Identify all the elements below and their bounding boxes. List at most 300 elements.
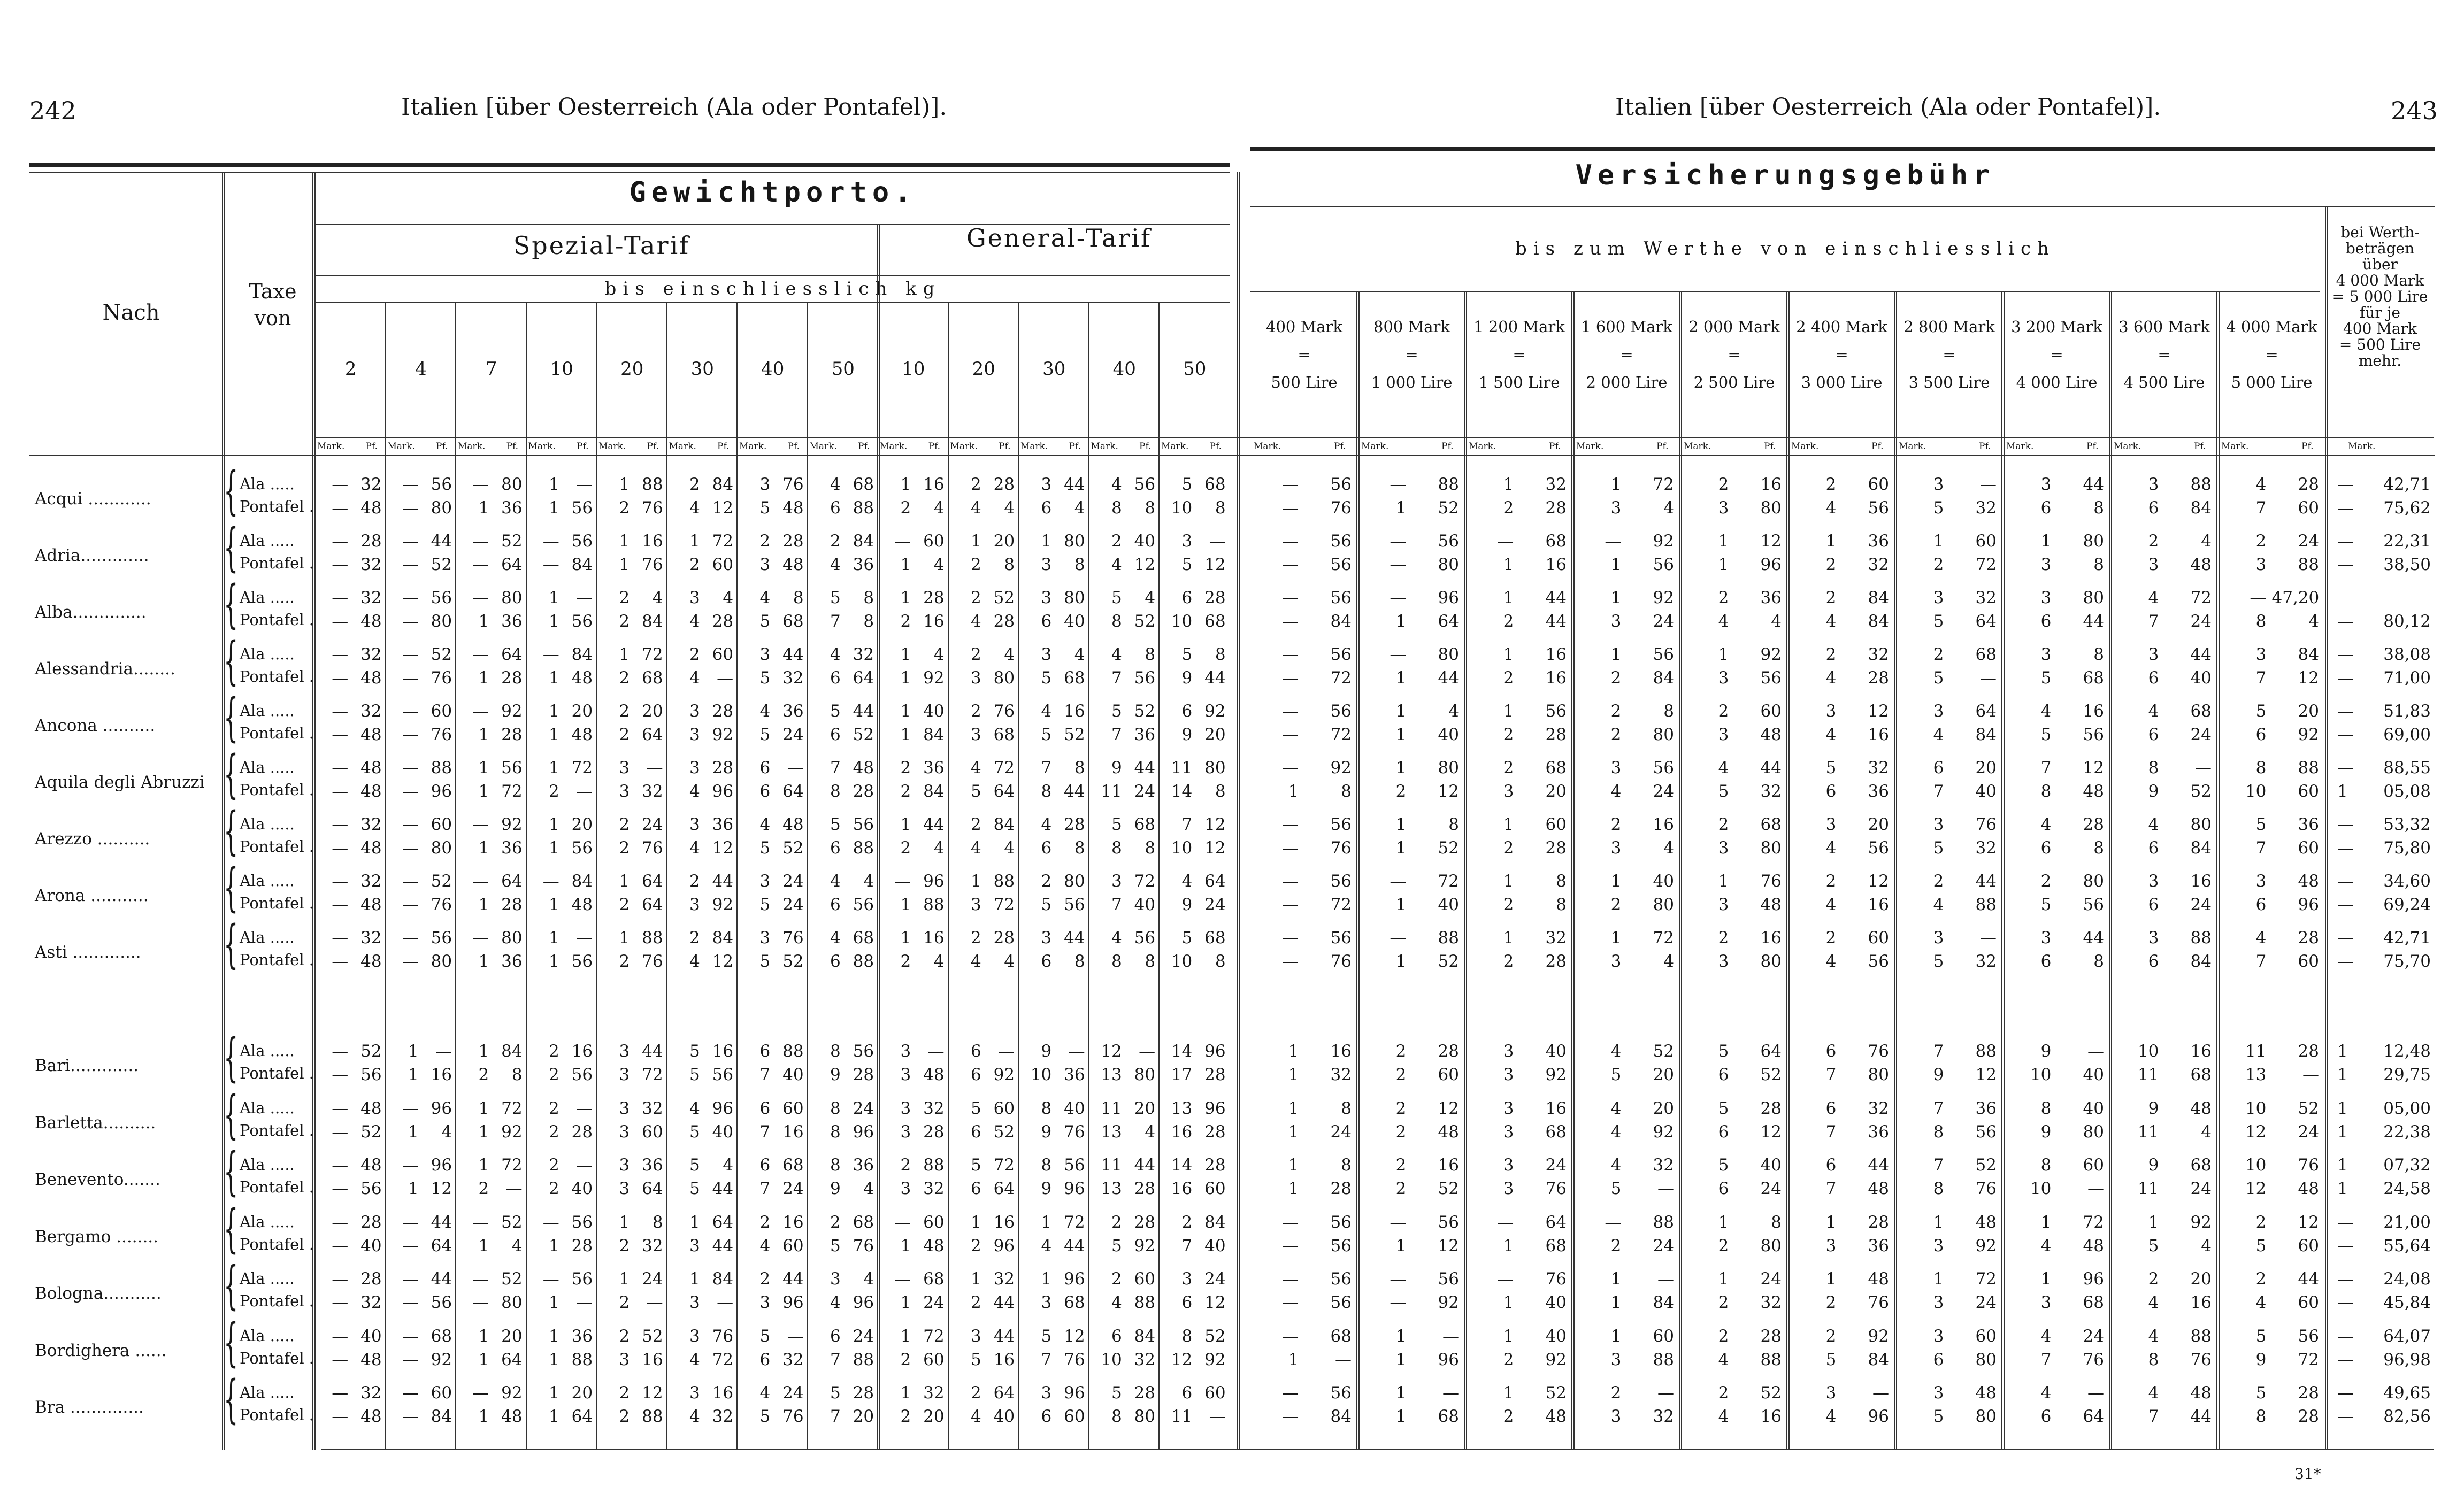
value-pf: 4	[933, 555, 945, 574]
value-mark: 7	[830, 1350, 841, 1369]
value-pf: 48	[1868, 1269, 1889, 1289]
value-mark: —	[1390, 1269, 1407, 1289]
value-mark: —	[332, 928, 349, 948]
value-pf: 32	[853, 645, 874, 664]
unit-pf: Pf.	[717, 441, 730, 452]
weight-col-divider	[1088, 302, 1089, 1450]
value-pf: 36	[501, 838, 523, 858]
value-pf: 16	[1064, 702, 1085, 721]
value-pf: 72	[501, 1156, 523, 1175]
value-pf: 96	[853, 1122, 874, 1142]
value-pf: 60	[1760, 702, 1782, 721]
value-pf: 44	[1760, 758, 1782, 777]
value-mark: 6	[1825, 782, 1837, 801]
value-mark: 4	[689, 612, 700, 631]
value-col-mark: 1 200 Mark	[1473, 318, 1565, 336]
value-pf: 84	[2190, 498, 2212, 518]
value-mark: 3	[1111, 872, 1122, 891]
value-mark: 5	[1041, 895, 1052, 914]
value-mark: 4	[1041, 815, 1052, 834]
value-pf: 80	[1064, 532, 1085, 551]
value-pf: 88	[642, 475, 663, 494]
value-mark: 3	[759, 872, 771, 891]
value-mark: 5	[759, 1326, 771, 1346]
value-mark: 2	[970, 928, 981, 948]
value-pf: —	[2337, 872, 2354, 891]
value-pf: 48	[2298, 1179, 2319, 1198]
value-pf: 12	[1204, 1293, 1226, 1312]
value-pf: 16	[642, 532, 663, 551]
value-pf: 84	[1330, 1407, 1352, 1426]
value-pf: 24	[2298, 532, 2319, 551]
value-pf: 56	[360, 1065, 382, 1084]
value-mark: 1	[900, 645, 911, 664]
value-pf: 68	[1330, 1326, 1352, 1346]
value-mark: —	[402, 1293, 419, 1312]
value-pf: 68	[2083, 1293, 2104, 1312]
value-mark: 3	[2148, 928, 2159, 948]
value-pf: 76	[1760, 872, 1782, 891]
destination-name: Acqui ............	[35, 489, 151, 509]
value-mark: 2	[970, 645, 981, 664]
value-mark: 2	[759, 532, 771, 551]
value-col-lire: 2 500 Lire	[1693, 373, 1775, 391]
value-pf: 32	[1868, 555, 1889, 574]
value-pf: 52	[782, 952, 804, 971]
value-mark: —	[1282, 758, 1299, 777]
value-mark: 6	[830, 895, 841, 914]
value-mark: —	[472, 872, 489, 891]
value-mark: 6	[2040, 498, 2052, 518]
value-pf: 44	[993, 1293, 1015, 1312]
value-col-lire: 1 500 Lire	[1478, 373, 1560, 391]
value-pf: 12	[1760, 532, 1782, 551]
value-pf: 16	[1438, 1156, 1459, 1175]
value-mark: 2	[619, 668, 630, 688]
value-mark: 5	[1718, 1042, 1729, 1061]
value-pf: 12	[431, 1179, 452, 1198]
value-mark: —	[332, 1156, 349, 1175]
value-mark: 2	[1503, 668, 1514, 688]
value-mark: 6	[2040, 612, 2052, 631]
value-mark: 6	[759, 1350, 771, 1369]
value-mark: 1	[548, 1293, 559, 1312]
value-pf: 88	[853, 1350, 874, 1369]
value-pf: 44	[1134, 1156, 1156, 1175]
value-mark: 1	[1288, 1156, 1299, 1175]
value-pf: 48	[571, 725, 593, 744]
value-mark: 6	[2040, 1407, 2052, 1426]
value-mark: 3	[689, 1383, 700, 1403]
value-pf: 48	[782, 498, 804, 518]
value-pf: 40	[712, 1122, 734, 1142]
value-pf: —	[435, 1042, 452, 1061]
value-mark: 4	[2148, 815, 2159, 834]
value-pf: 76	[1064, 1350, 1085, 1369]
value-pf: 60	[1975, 532, 1997, 551]
value-pf: —	[505, 1179, 523, 1198]
value-mark: 9	[2040, 1122, 2052, 1142]
value-mark: 4	[1825, 838, 1837, 858]
value-mark: 1	[1288, 1065, 1299, 1084]
value-pf: 52	[1545, 1383, 1567, 1403]
value-mark: —	[1282, 1383, 1299, 1403]
value-mark: 4	[689, 1407, 700, 1426]
value-pf: 84	[501, 1042, 523, 1061]
value-pf: —	[2087, 1383, 2104, 1403]
value-pf: 4	[1663, 838, 1674, 858]
value-mark: —	[472, 1269, 489, 1289]
value-pf: 80	[431, 838, 452, 858]
via-pontafel: Pontafel .	[240, 781, 314, 799]
weight-col-divider	[736, 302, 738, 1450]
value-pf: 64	[2083, 1407, 2104, 1426]
value-col-header	[1788, 313, 1895, 396]
value-pf: 16	[1545, 1098, 1567, 1118]
weight-header: 40	[1112, 358, 1136, 380]
value-pf: 24	[782, 1383, 804, 1403]
value-mark: 2	[1718, 1326, 1729, 1346]
via-pontafel: Pontafel .	[240, 837, 314, 856]
via-pontafel: Pontafel .	[240, 554, 314, 572]
value-pf: 40	[360, 1236, 382, 1255]
value-pf: 1	[2337, 1179, 2348, 1198]
value-pf: 68	[1975, 645, 1997, 664]
value-mark: 2	[689, 555, 700, 574]
value-mark: 1	[900, 588, 911, 607]
value-pf: 8	[1145, 645, 1156, 664]
value-mark: —	[332, 1326, 349, 1346]
value-pf: 32	[360, 645, 382, 664]
header-rule-left	[29, 172, 1230, 173]
value-mark: 2	[548, 782, 559, 801]
via-ala: Ala .....	[240, 475, 295, 493]
value-mark: 1	[689, 1212, 700, 1232]
value-pf: 24	[1134, 782, 1156, 801]
value-pf: 16	[2190, 1042, 2212, 1061]
value-mark: 5	[2255, 1236, 2267, 1255]
value-mark: 4	[2148, 702, 2159, 721]
value-pf: —	[576, 928, 593, 948]
value-pf: 8	[1145, 498, 1156, 518]
value-pf: 68	[2190, 1156, 2212, 1175]
value-mark: 2	[1718, 1236, 1729, 1255]
value-mark: 8	[2148, 1350, 2159, 1369]
value-mark: 11	[2245, 1042, 2267, 1061]
value-col-lire: 3 500 Lire	[1908, 373, 1990, 391]
value-mark: 2	[1610, 725, 1622, 744]
unit-pf: Pf.	[1069, 441, 1081, 452]
value-mark: 2	[970, 475, 981, 494]
value-pf: 4	[2201, 1236, 2212, 1255]
value-pf: —	[1872, 1383, 1889, 1403]
value-mark: 8	[2148, 758, 2159, 777]
value-mark: 1	[2148, 1212, 2159, 1232]
value-mark: —	[402, 612, 419, 631]
value-mark: 3	[1041, 555, 1052, 574]
value-pf: 56	[571, 1212, 593, 1232]
value-pf: 68	[1438, 1407, 1459, 1426]
value-pf: 32	[1760, 782, 1782, 801]
value-pf: 36	[642, 1156, 663, 1175]
value-pf: 48	[2190, 1098, 2212, 1118]
value-col-eq: =	[1835, 345, 1848, 364]
value-mark: 9	[2148, 782, 2159, 801]
kg-rule	[316, 302, 1230, 303]
value-pf: 8	[2093, 645, 2104, 664]
value-pf: 40	[1204, 1236, 1226, 1255]
value-mark: 7	[1111, 668, 1122, 688]
value-mark: 1	[1503, 815, 1514, 834]
value-mark: —	[332, 758, 349, 777]
value-pf: —	[2087, 1042, 2104, 1061]
value-mark: —	[1282, 872, 1299, 891]
value-pf: 4	[1004, 952, 1015, 971]
value-mark: 2	[619, 1407, 630, 1426]
value-mark: —	[402, 815, 419, 834]
weight-col-divider	[1018, 302, 1019, 1450]
value-mark: 1	[408, 1042, 419, 1061]
value-pf: 88	[2190, 1326, 2212, 1346]
value-mark: 5	[759, 952, 771, 971]
value-pf: 56	[431, 928, 452, 948]
weight-col-divider	[385, 302, 386, 1450]
value-mark: 6	[1041, 498, 1052, 518]
value-mark: 4	[1610, 1156, 1622, 1175]
value-pf: 24	[853, 1098, 874, 1118]
unit-mark: Mark.	[739, 441, 767, 452]
value-pf: 12	[1438, 782, 1459, 801]
value-pf: 36	[501, 498, 523, 518]
value-mark: —	[1497, 1212, 1514, 1232]
value-col-divider	[1464, 291, 1467, 1450]
value-pf: 68	[1204, 612, 1226, 631]
value-pf: 32	[923, 1383, 945, 1403]
value-pf: 44	[1545, 588, 1567, 607]
value-pf: 8	[2093, 498, 2104, 518]
value-mark: 6	[2255, 725, 2267, 744]
value-pf: 32	[360, 815, 382, 834]
value-mark: 2	[1718, 928, 1729, 948]
value-pf: 24	[1975, 1293, 1997, 1312]
value-col-divider	[1894, 291, 1897, 1450]
value-mark: 1	[478, 612, 489, 631]
value-mark: 1	[548, 1326, 559, 1346]
value-mark: 1	[548, 758, 559, 777]
value-mark: 9	[1111, 758, 1122, 777]
value-pf: 4	[863, 1269, 874, 1289]
value-pf: 96	[1438, 1350, 1459, 1369]
value-mark: 2	[1933, 645, 1944, 664]
value-pf: 44	[782, 1269, 804, 1289]
unit-pf: Pf.	[1656, 441, 1669, 452]
value-mark: —	[332, 612, 349, 631]
value-mark: 1	[1395, 952, 1407, 971]
value-mark: 8	[830, 1098, 841, 1118]
value-pf: 60	[431, 815, 452, 834]
value-mark: 1	[548, 1350, 559, 1369]
value-mark: 4	[830, 928, 841, 948]
destination-name: Bra ..............	[35, 1398, 144, 1417]
value-pf: —	[1657, 1269, 1674, 1289]
value-mark: 3	[2148, 645, 2159, 664]
value-mark: 14	[1171, 782, 1193, 801]
value-pf: 8	[2093, 838, 2104, 858]
value-pf: 28	[501, 668, 523, 688]
value-mark: 1	[970, 872, 981, 891]
value-pf: 75,80	[2383, 838, 2431, 858]
value-pf: 84	[1868, 1350, 1889, 1369]
value-mark: 1	[1718, 645, 1729, 664]
value-pf: 52	[431, 872, 452, 891]
value-mark: 3	[759, 645, 771, 664]
unit-pf: Pf.	[1334, 441, 1346, 452]
value-pf: 4	[2201, 1122, 2212, 1142]
value-mark: —	[1282, 702, 1299, 721]
value-mark: 3	[619, 1065, 630, 1084]
value-pf: 22,31	[2383, 532, 2431, 551]
value-mark: 5	[759, 612, 771, 631]
value-mark: —	[402, 1098, 419, 1118]
value-mark: 3	[1825, 815, 1837, 834]
value-mark: 6	[1181, 1383, 1193, 1403]
value-mark: —	[1390, 928, 1407, 948]
value-mark: 6	[759, 1156, 771, 1175]
value-mark: —	[332, 1383, 349, 1403]
row-brace: {	[224, 1312, 239, 1373]
value-mark: 2	[1610, 895, 1622, 914]
header-rule-right	[1250, 206, 2435, 207]
value-mark: 7	[759, 1179, 771, 1198]
value-mark: 2	[1718, 1383, 1729, 1403]
value-mark: —	[542, 645, 559, 664]
value-pf: 16	[1868, 725, 1889, 744]
value-mark: 6	[2148, 952, 2159, 971]
value-mark: 5	[1718, 1156, 1729, 1175]
value-pf: 48	[360, 725, 382, 744]
value-pf: —	[2337, 555, 2354, 574]
value-pf: 52	[501, 532, 523, 551]
value-col-header	[2110, 313, 2218, 396]
value-mark: 7	[2148, 1407, 2159, 1426]
value-mark: 2	[970, 588, 981, 607]
value-col-header	[2003, 313, 2110, 396]
value-mark: —	[1390, 1293, 1407, 1312]
value-mark: 1	[1503, 1326, 1514, 1346]
value-pf: 32	[1653, 1407, 1674, 1426]
value-pf: 36	[1760, 588, 1782, 607]
value-mark: 6	[970, 1042, 981, 1061]
value-mark: 1	[1395, 1236, 1407, 1255]
value-pf: 76	[782, 475, 804, 494]
value-mark: 3	[2040, 588, 2052, 607]
weight-col-divider	[807, 302, 808, 1450]
value-pf: 12	[712, 952, 734, 971]
row-brace: {	[224, 914, 239, 974]
value-pf: 4	[2201, 532, 2212, 551]
value-mark: —	[1390, 1212, 1407, 1232]
value-pf: 4	[933, 645, 945, 664]
value-pf: 60	[2298, 838, 2319, 858]
value-pf: 56	[1438, 532, 1459, 551]
value-pf: 36	[1868, 1236, 1889, 1255]
value-pf: 76	[642, 498, 663, 518]
value-pf: 32	[1134, 1350, 1156, 1369]
value-pf: 48	[360, 1156, 382, 1175]
value-pf: 40	[1064, 1098, 1085, 1118]
value-pf: 12	[1064, 1326, 1085, 1346]
value-mark: —	[402, 1350, 419, 1369]
value-mark: 3	[1933, 475, 1944, 494]
value-mark: 10	[2245, 1098, 2267, 1118]
value-mark: 3	[689, 725, 700, 744]
weight-header: 50	[831, 358, 855, 380]
unit-mark: Mark.	[387, 441, 415, 452]
value-pf: 32	[712, 1407, 734, 1426]
value-pf: 68	[1064, 668, 1085, 688]
unit-mark: Mark.	[1091, 441, 1118, 452]
value-pf: 36	[1868, 532, 1889, 551]
value-pf: 84	[993, 815, 1015, 834]
row-brace: {	[224, 574, 239, 634]
value-pf: 84	[923, 725, 945, 744]
value-mark: 4	[1610, 782, 1622, 801]
value-pf: 52	[1653, 1042, 1674, 1061]
value-pf: 8	[1004, 555, 1015, 574]
value-pf: —	[2337, 838, 2354, 858]
value-mark: 8	[2040, 1098, 2052, 1118]
value-mark: 11	[2137, 1179, 2159, 1198]
value-mark: 2	[970, 1293, 981, 1312]
value-pf: 28	[2298, 928, 2319, 948]
value-mark: 2	[1503, 838, 1514, 858]
value-col-mark: 400 Mark	[1266, 318, 1342, 336]
value-mark: 8	[1041, 782, 1052, 801]
value-pf: 68	[1204, 475, 1226, 494]
value-mark: 1	[619, 1212, 630, 1232]
value-pf: 8	[1074, 838, 1085, 858]
value-mark: 3	[900, 1179, 911, 1198]
value-pf: 88	[1760, 1350, 1782, 1369]
value-pf: 64	[501, 872, 523, 891]
value-mark: 3	[1610, 1407, 1622, 1426]
value-mark: 4	[970, 838, 981, 858]
value-pf: 52	[1760, 1383, 1782, 1403]
value-pf: 52	[1438, 498, 1459, 518]
value-mark: —	[332, 895, 349, 914]
destination-name: Ancona ..........	[35, 716, 156, 735]
value-mark: 1	[1718, 555, 1729, 574]
units-rule	[29, 455, 2435, 456]
value-pf: 16	[782, 1122, 804, 1142]
value-mark: 2	[548, 1179, 559, 1198]
value-mark: 2	[478, 1179, 489, 1198]
value-pf: 40	[1545, 1326, 1567, 1346]
value-pf: 12	[712, 838, 734, 858]
value-pf: 36	[1975, 1098, 1997, 1118]
value-pf: 92	[501, 1383, 523, 1403]
value-mark: —	[542, 532, 559, 551]
value-pf: 20	[571, 1383, 593, 1403]
value-mark: 3	[2148, 475, 2159, 494]
value-pf: 80,12	[2383, 612, 2431, 631]
value-mark: 2	[1825, 475, 1837, 494]
value-pf: —	[2337, 725, 2354, 744]
value-mark: 1	[548, 475, 559, 494]
value-pf: 4	[1771, 612, 1782, 631]
row-brace: {	[224, 801, 239, 861]
value-mark: 3	[1718, 895, 1729, 914]
